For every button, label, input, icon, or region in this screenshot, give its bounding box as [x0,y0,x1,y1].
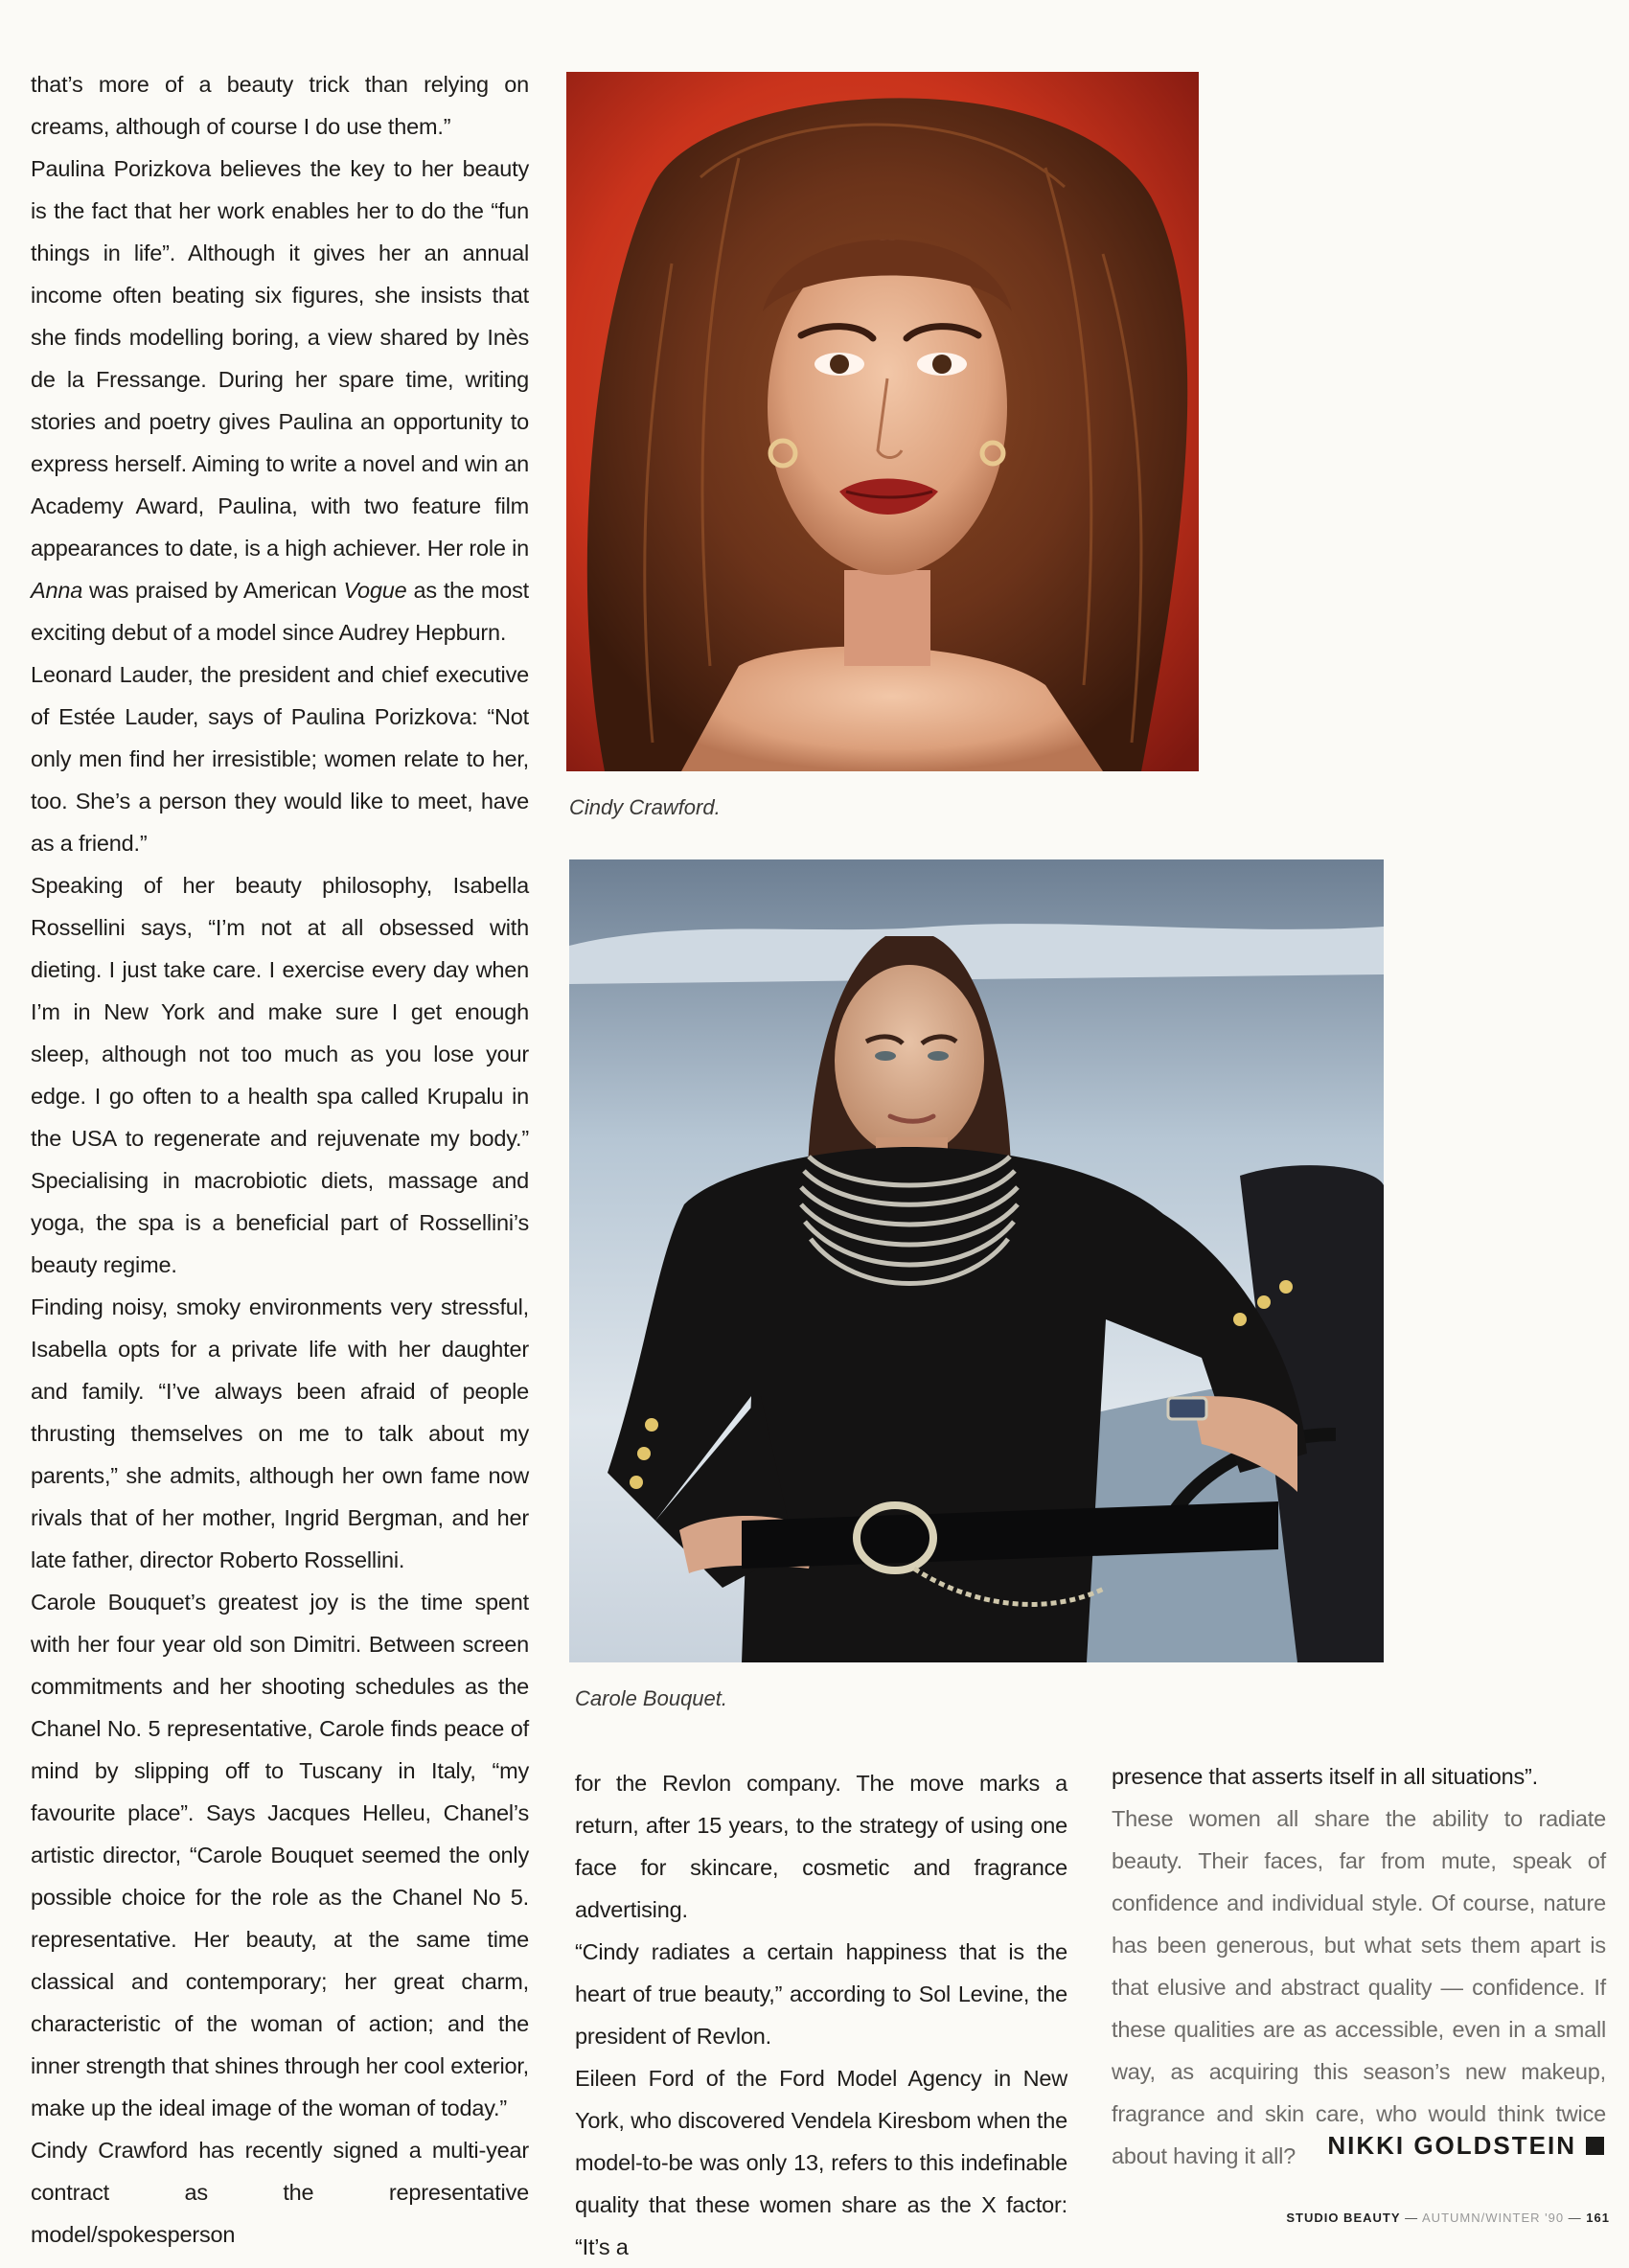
cindy-crawford-photo [566,72,1199,771]
film-title: Anna [31,578,83,603]
article-column-left [31,63,529,2256]
issue-date: AUTUMN/WINTER '90 [1422,2211,1565,2225]
paragraph: Finding noisy, smoky environments very stressful, Isabella opts for a private life with her daughter and family. “I’ve always been afraid of people thrusting themselves on me to talk about my parents,” she admits, although her own fame now rivals that of her mother, Ingrid Bergman, and her late father, director Roberto Rossellini. [31,1294,529,1572]
carole-bouquet-photo [569,859,1384,1662]
paragraph: Carole Bouquet’s greatest joy is the time spent with her four year old son Dimitri. Between screen commitments and her shooting schedules as the Chanel No. 5 representative, Carole finds peace of mind by slipping off to Tuscany in Italy, “my favourite place”. Says Jacques Helleu, Chanel’s artistic director, “Carole Bouquet seemed the only possible choice for the role as the Chanel No 5. representative. Her beauty, at the same time classical and contemporary; her great charm, characteristic of the woman of action; and the inner strength that shines through her cool exterior, make up the ideal image of the woman of today.” [31,1590,529,2120]
paragraph: for the Revlon company. The move marks a return, after 15 years, to the strategy of using one face for skincare, cosmetic and fragrance advertising. [575,1771,1067,1922]
paragraph: Eileen Ford of the Ford Model Agency in New York, who discovered Vendela Kiresbom when the model-to-be was only 13, refers to this indefinable quality that these women share as the X factor: “It’s a [575,2066,1067,2259]
author-byline [1327,2131,1604,2161]
paragraph: Leonard Lauder, the president and chief executive of Estée Lauder, says of Paulina Porizkova: “Not only men find her irresistible; women relate to her, too. She’s a person they would like to meet, have as a friend.” [31,662,529,856]
photo-caption: Carole Bouquet. [575,1686,727,1710]
author-name: NIKKI GOLDSTEIN [1327,2131,1576,2160]
end-mark-icon [1586,2137,1604,2155]
paragraph: “Cindy radiates a certain happiness that is the heart of true beauty,” according to Sol Levine, the president of Revlon. [575,1939,1067,2049]
page-footer: STUDIO BEAUTY — AUTUMN/WINTER '90 — 161 [1286,2211,1610,2225]
paragraph: These women all share the ability to radiate beauty. Their faces, far from mute, speak of confidence and individual style. Of course, nature has been generous, but what sets them apart is that elusive and abstract quality — confidence. If these qualities are as accessible, even in a small way, as acquiring this season’s new makeup, fragrance and skin care, who would think twice about having it all? [1112,1806,1606,2168]
article-column-middle [575,1762,1067,2268]
magazine-name: STUDIO BEAUTY [1286,2211,1401,2225]
page-number: 161 [1586,2211,1610,2225]
paragraph: presence that asserts itself in all situations”. [1112,1764,1538,1789]
magazine-title: Vogue [343,578,407,603]
photo-caption: Cindy Crawford. [569,795,721,819]
article-column-right [1112,1755,1606,2177]
paragraph: Speaking of her beauty philosophy, Isabella Rossellini says, “I’m not at all obsessed with dieting. I just take care. I exercise every day when I’m in New York and make sure I get enough sleep, although not too much as you lose your edge. I go often to a health spa called Krupalu in the USA to regenerate and rejuvenate my body.” Specialising in macrobiotic diets, massage and yoga, the spa is a beneficial part of Rossellini’s beauty regime. [31,873,529,1277]
paragraph: Cindy Crawford has recently signed a multi-year contract as the representative model/spokesperson [31,2138,529,2247]
paragraph: that’s more of a beauty trick than relying on creams, although of course I do use them.” [31,72,529,139]
paragraph: Paulina Porizkova believes the key to her beauty is the fact that her work enables her to do the “fun things in life”. Although it gives her an annual income often beating six figures, she insists that she finds modelling boring, a view shared by Inès de la Fressange. During her spare time, writing stories and poetry gives Paulina an opportunity to express herself. Aiming to write a novel and win an Academy Award, Paulina, with two feature film appearances to date, is a high achiever. Her role in Anna was praised by American Vogue as the most exciting debut of a model since Audrey Hepburn. [31,156,529,645]
